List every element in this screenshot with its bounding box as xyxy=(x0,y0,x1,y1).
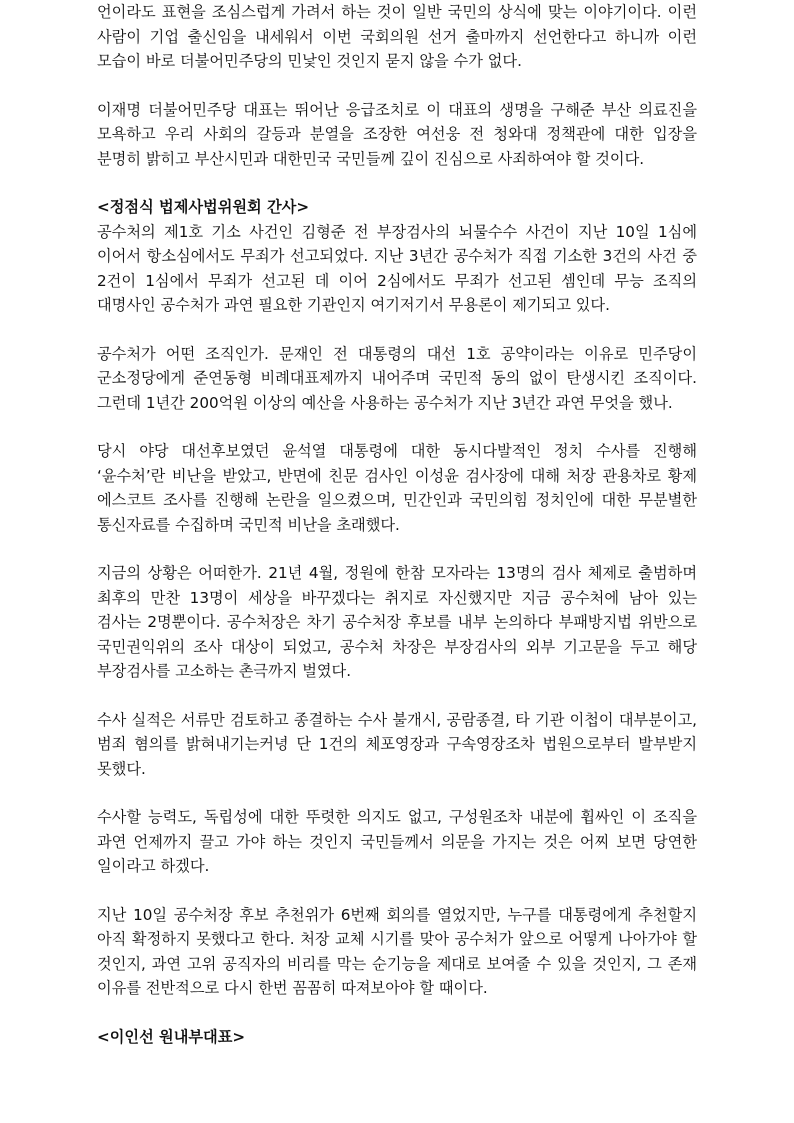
paragraph-top-1: 언이라도 표현을 조심스럽게 가려서 하는 것이 일반 국민의 상식에 맞는 이야기이다. 이런 사람이 기업 출신임을 내세워서 이번 국회의원 선거 출마까지 선언한다고 하니까 이런 모습이 바로 더불어민주당의 민낯인 것인지 묻지 않을 수가 없다. xyxy=(97,3,697,70)
paragraph-main-6: 수사할 능력도, 독립성에 대한 뚜렷한 의지도 없고, 구성원조차 내분에 휩싸인 이 조직을 과연 언제까지 끌고 가야 하는 것인지 국민들께서 의문을 가지는 것은 어찌 보면 당연한 일이라고 하겠다. xyxy=(97,808,697,875)
paragraph-main-5: 수사 실적은 서류만 검토하고 종결하는 수사 불개시, 공람종결, 타 기관 이첩이 대부분이고, 범죄 혐의를 밝혀내기는커녕 단 1건의 체포영장과 구속영장조차 법원으로부터 발부받지 못했다. xyxy=(97,710,697,778)
paragraph-top-2: 이재명 더불어민주당 대표는 뛰어난 응급조치로 이 대표의 생명을 구해준 부산 의료진을 모욕하고 우리 사회의 갈등과 분열을 조장한 여선웅 전 청와대 정책관에 대한 입장을 분명히 밝히고 부산시민과 대한민국 국민들께 깊이 진심으로 사죄하여야 할 것이다. xyxy=(97,100,697,168)
document-page xyxy=(97,0,697,1049)
section-heading-2: <이인선 원내부대표> xyxy=(97,1027,246,1046)
paragraph-main-4: 지금의 상황은 어떠한가. 21년 4월, 정원에 한참 모자라는 13명의 검사 체제로 출범하며 최후의 만찬 13명이 세상을 바꾸겠다는 취지로 자신했지만 지금 공수처에 남아 있는 검사는 2명뿐이다. 공수처장은 차기 공수처장 후보를 내부 논의하다 부패방지법 위반으로 국민권익위의 조사 대상이 되었고, 공수처 차장은 부장검사의 외부 기고문을 두고 해당 부장검사를 고소하는 촌극까지 벌였다. xyxy=(97,564,697,680)
paragraph-main-2: 공수처가 어떤 조직인가. 문재인 전 대통령의 대선 1호 공약이라는 이유로 민주당이 군소정당에게 준연동형 비례대표제까지 내어주며 국민적 동의 없이 탄생시킨 조직이다. 그런데 1년간 200억원 이상의 예산을 사용하는 공수처가 지난 3년간 과연 무엇을 했나. xyxy=(97,344,697,412)
paragraph-main-3: 당시 야당 대선후보였던 윤석열 대통령에 대한 동시다발적인 정치 수사를 진행해 ‘윤수처’란 비난을 받았고, 반면에 친문 검사인 이성윤 검사장에 대해 처장 관용차로 황제 에스코트 조사를 진행해 논란을 일으켰으며, 민간인과 국민의힘 정치인에 대한 무분별한 통신자료를 수집하며 국민적 비난을 초래했다. xyxy=(97,442,697,534)
section-heading-1: <정점식 법제사법위원회 간사> xyxy=(97,198,310,216)
paragraph-main-1: 공수처의 제1호 기소 사건인 김형준 전 부장검사의 뇌물수수 사건이 지난 10일 1심에 이어서 항소심에서도 무죄가 선고되었다. 지난 3년간 공수처가 직접 기소한 3건의 사건 중 2건이 1심에서 무죄가 선고된 데 이어 2심에서도 무죄가 선고된 셈인데 무능 조직의 대명사인 공수처가 과연 필요한 기관인지 여기저기서 무용론이 제기되고 있다. xyxy=(97,222,697,314)
paragraph-main-7: 지난 10일 공수처장 후보 추천위가 6번째 회의를 열었지만, 누구를 대통령에게 추천할지 아직 확정하지 못했다고 한다. 처장 교체 시기를 맞아 공수처가 앞으로 어떻게 나아가야 할 것인지, 과연 고위 공직자의 비리를 막는 순기능을 제대로 보여줄 수 있을 것인지, 그 존재 이유를 전반적으로 다시 한번 꼼꼼히 따져보아야 할 때이다. xyxy=(97,905,697,997)
